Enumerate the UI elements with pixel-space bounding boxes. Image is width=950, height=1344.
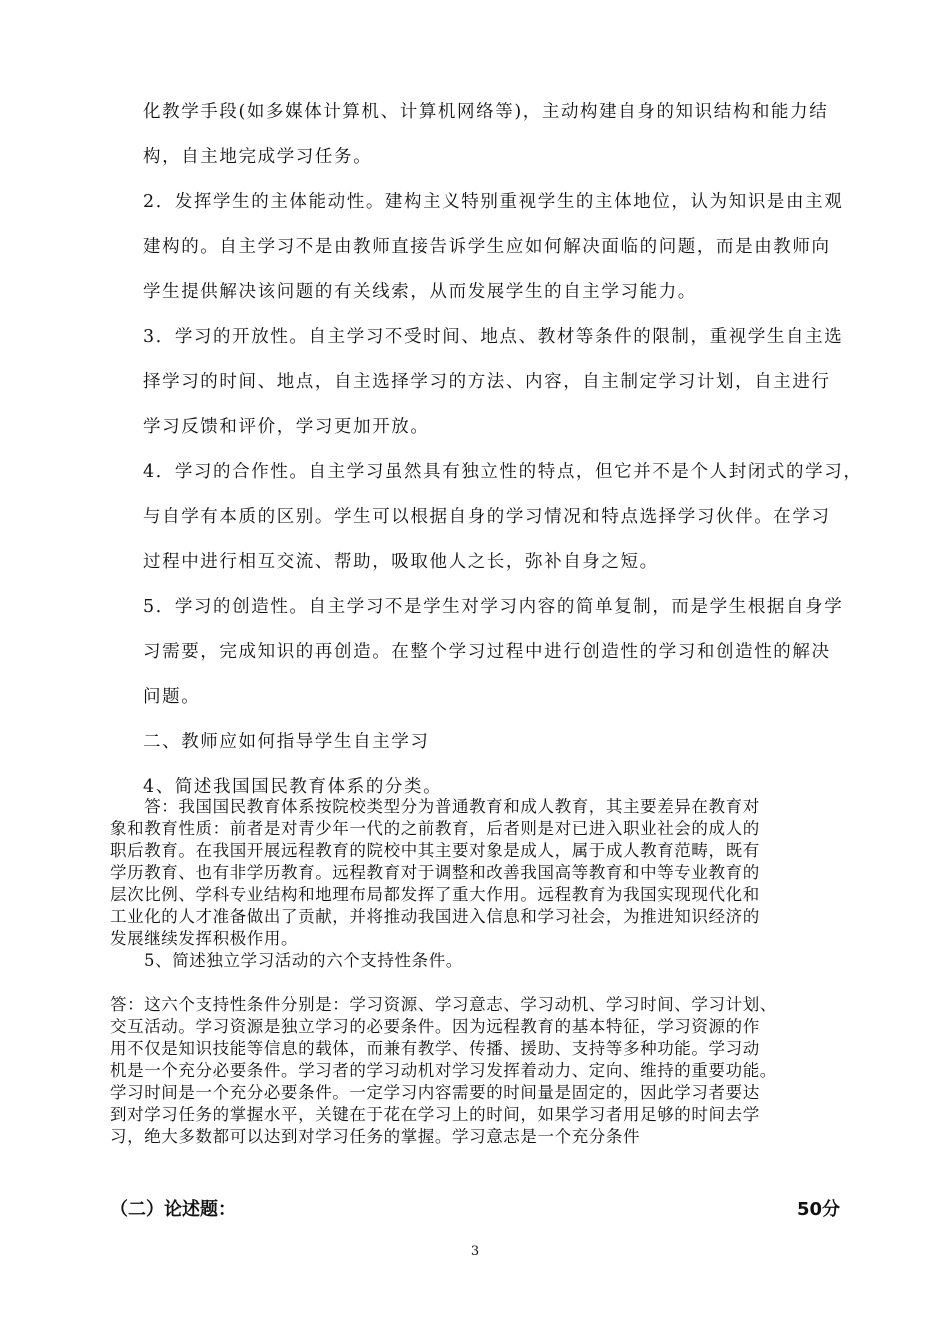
answer-line: 用不仅是知识技能等信息的载体，而兼有教学、传播、援助、支持等多种功能。学习动 <box>110 1039 760 1058</box>
paragraph-line: 过程中进行相互交流、帮助，吸取他人之长，弥补自身之短。 <box>143 552 659 572</box>
answer-line: 学历教育、也有非学历教育。远程教育对于调整和改善我国高等教育和中等专业教育的 <box>110 863 760 882</box>
paragraph-line: 择学习的时间、地点，自主选择学习的方法、内容，自主制定学习计划，自主进行 <box>143 372 831 392</box>
answer-line: 职后教育。在我国开展远程教育的院校中其主要对象是成人，属于成人教育范畴，既有 <box>110 841 760 860</box>
section-heading <box>110 1195 840 1223</box>
paragraph-line: 学习反馈和评价，学习更加开放。 <box>143 417 430 437</box>
section-heading-two: 二、教师应如何指导学生自主学习 <box>143 732 430 752</box>
section-score: 50分 <box>796 1199 840 1220</box>
answer-line: 机是一个充分必要条件。学习者的学习动机对学习发挥着动力、定向、维持的重要功能。 <box>110 1061 777 1080</box>
paragraph-line: 5．学习的创造性。自主学习不是学生对学习内容的简单复制，而是学生根据自身学 <box>143 597 844 617</box>
answer-line: 答：我国国民教育体系按院校类型分为普通教育和成人教育，其主要差异在教育对 <box>110 797 760 816</box>
answer-line: 层次比例、学科专业结构和地理布局都发挥了重大作用。远程教育为我国实现现代化和 <box>110 885 760 904</box>
paragraph-line: 与自学有本质的区别。学生可以根据自身的学习情况和特点选择学习伙伴。在学习 <box>143 507 831 527</box>
answer-line: 习，绝大多数都可以达到对学习任务的掌握。学习意志是一个充分条件 <box>110 1127 641 1146</box>
answer-line: 发展继续发挥积极作用。 <box>110 929 299 948</box>
paragraph-line: 问题。 <box>143 687 201 707</box>
paragraph-line: 学生提供解决该问题的有关线索，从而发展学生的自主学习能力。 <box>143 282 697 302</box>
question-5: 5、简述独立学习活动的六个支持性条件。 <box>144 951 463 970</box>
page-number: 3 <box>470 1244 480 1259</box>
answer-line: 答：这六个支持性条件分别是：学习资源、学习意志、学习动机、学习时间、学习计划、 <box>110 995 777 1014</box>
paragraph-line: 4．学习的合作性。自主学习虽然具有独立性的特点，但它并不是个人封闭式的学习， <box>143 462 863 482</box>
body-text-top <box>143 90 863 810</box>
section-title: （二）论述题： <box>110 1199 236 1220</box>
answer-line: 到对学习任务的掌握水平，关键在于花在学习上的时间，如果学习者用足够的时间去学 <box>110 1105 760 1124</box>
answer-block-2 <box>110 994 850 1148</box>
answer-line: 交互活动。学习资源是独立学习的必要条件。因为远程教育的基本特征，学习资源的作 <box>110 1017 760 1036</box>
answer-block-1 <box>110 796 845 972</box>
paragraph-line: 构，自主地完成学习任务。 <box>143 147 373 167</box>
question-4: 4、简述我国国民教育体系的分类。 <box>143 777 443 797</box>
paragraph-line: 2．发挥学生的主体能动性。建构主义特别重视学生的主体地位，认为知识是由主观 <box>143 192 844 212</box>
paragraph-line: 3．学习的开放性。自主学习不受时间、地点、教材等条件的限制，重视学生自主选 <box>143 327 844 347</box>
answer-line: 学习时间是一个充分必要条件。一定学习内容需要的时间量是固定的，因此学习者要达 <box>110 1083 760 1102</box>
answer-line: 工业化的人才准备做出了贡献，并将推动我国进入信息和学习社会，为推进知识经济的 <box>110 907 760 926</box>
answer-line: 象和教育性质：前者是对青少年一代的之前教育，后者则是对已进入职业社会的成人的 <box>110 819 760 838</box>
paragraph-line: 建构的。自主学习不是由教师直接告诉学生应如何解决面临的问题，而是由教师向 <box>143 237 831 257</box>
paragraph-line: 习需要，完成知识的再创造。在整个学习过程中进行创造性的学习和创造性的解决 <box>143 642 831 662</box>
paragraph-line: 化教学手段(如多媒体计算机、计算机网络等)，主动构建自身的知识结构和能力结 <box>143 102 829 122</box>
